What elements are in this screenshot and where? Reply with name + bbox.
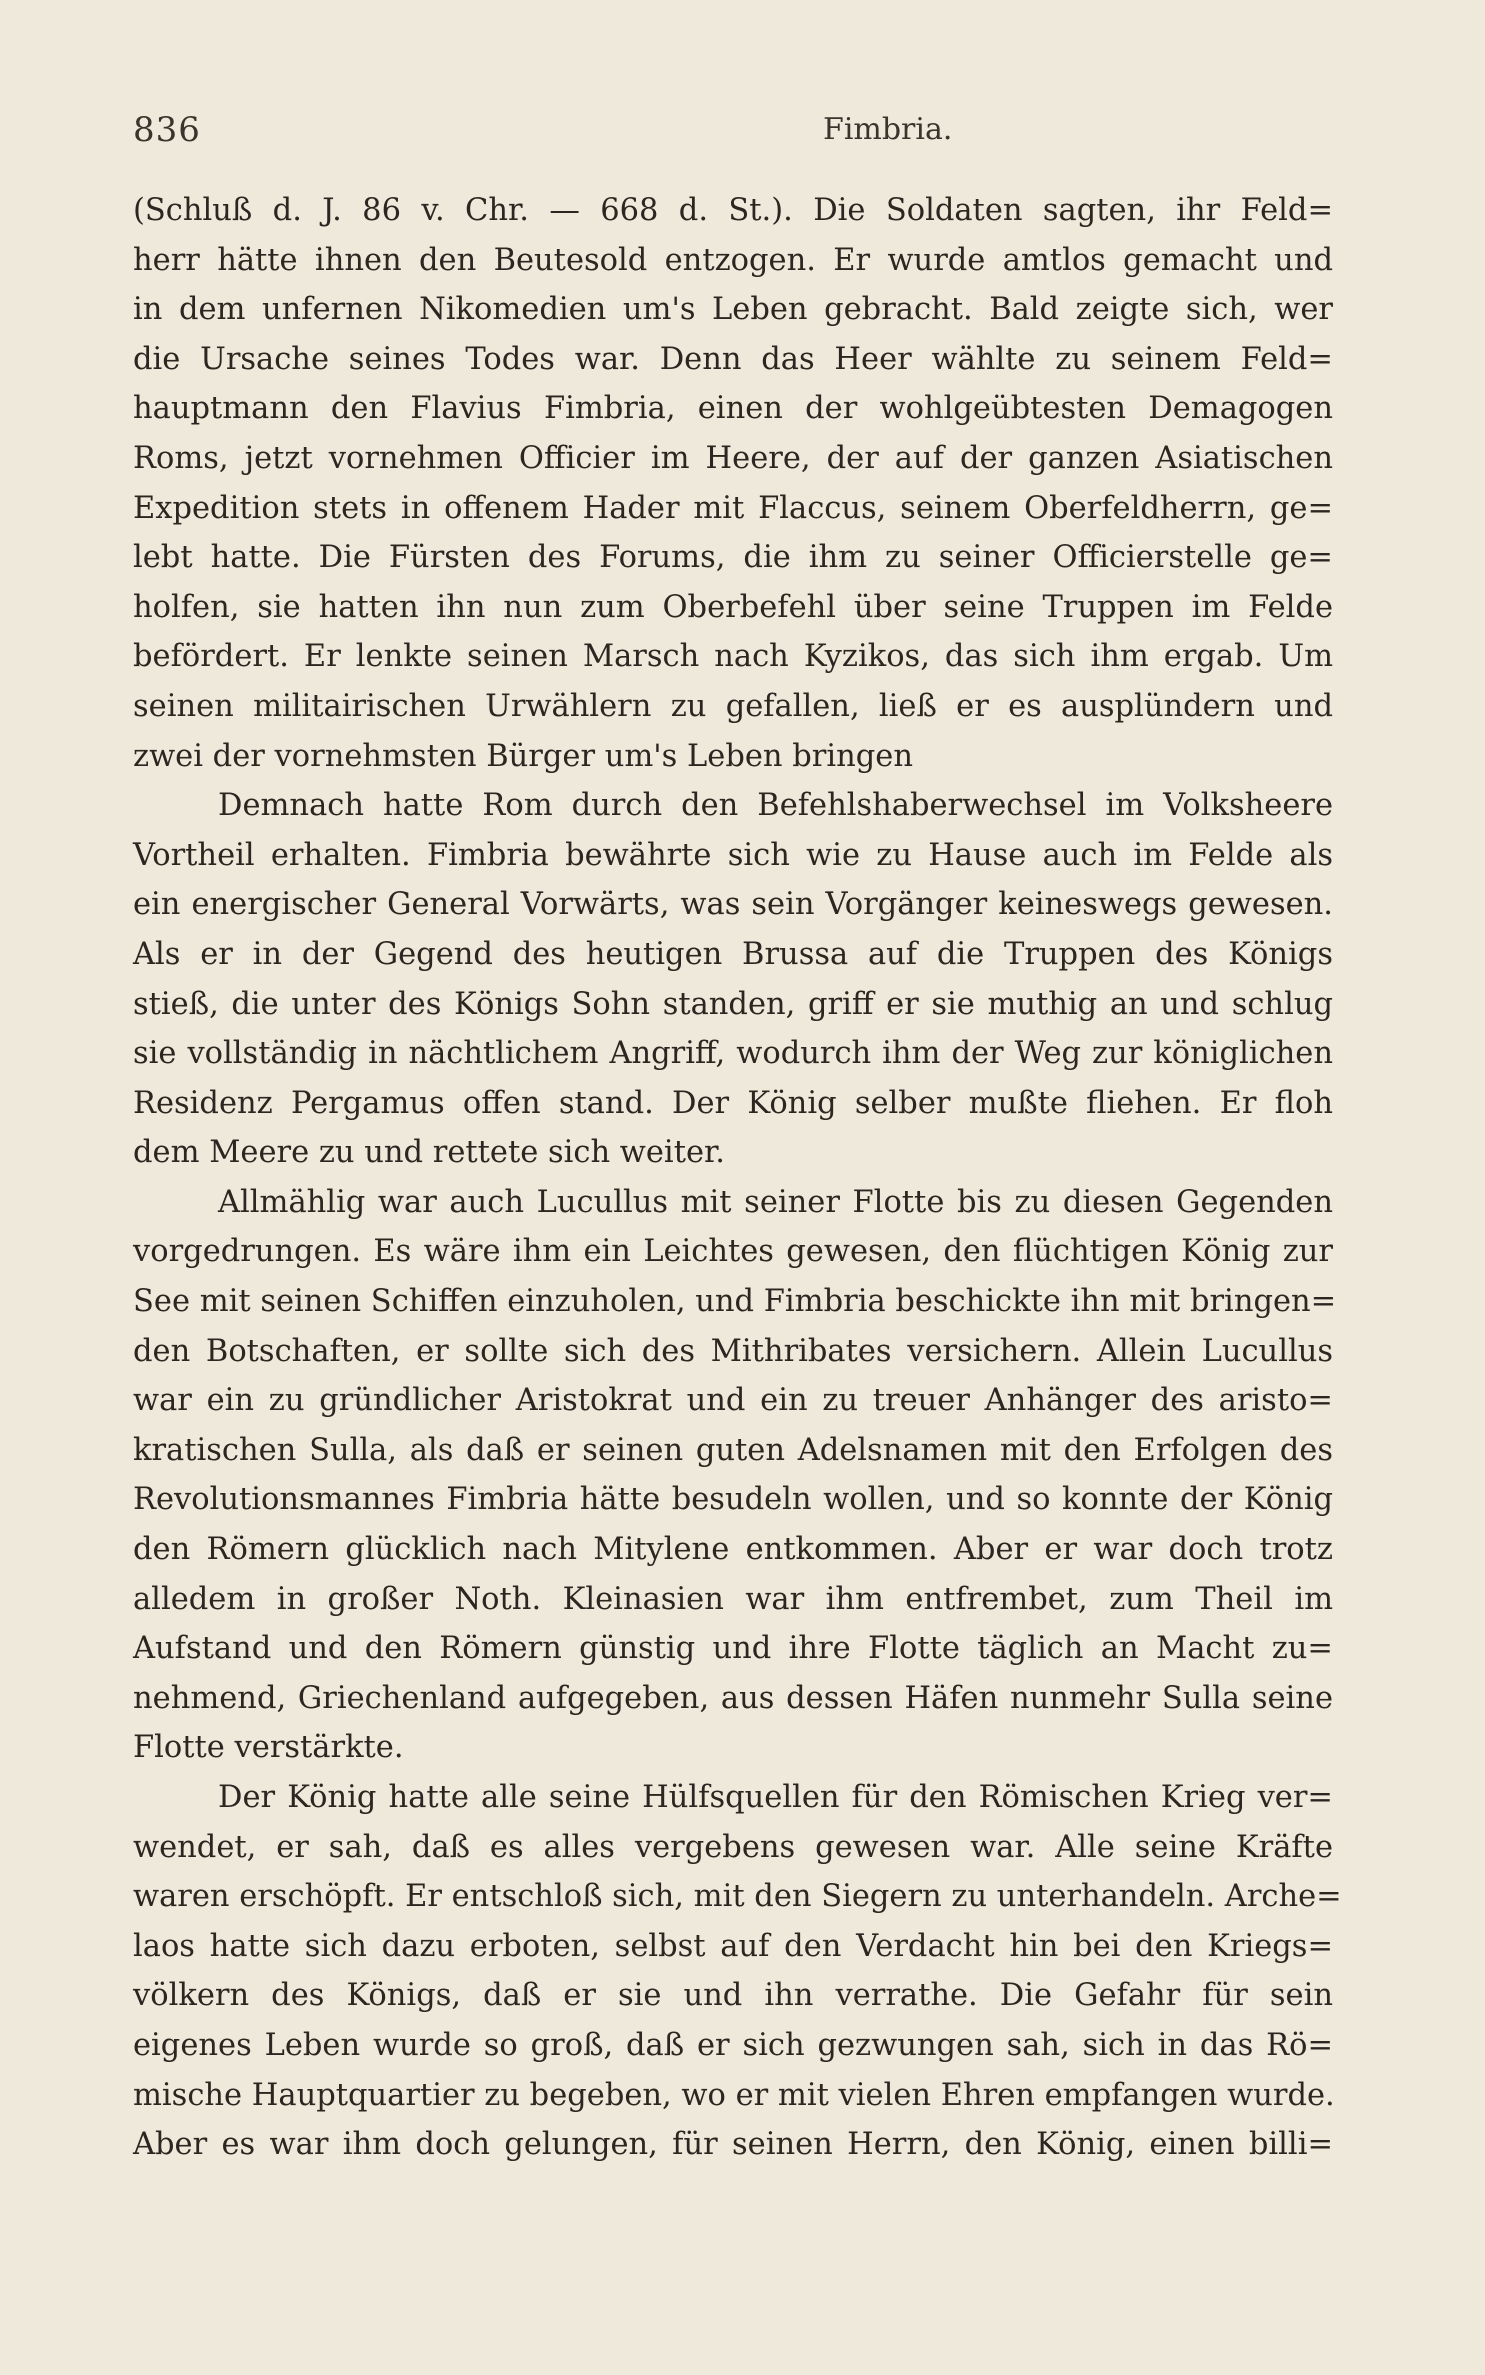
text-line: war ein zu gründlicher Aristokrat und ein zu treuer Anhänger des aristo=	[133, 1383, 1333, 1419]
page-number: 836	[133, 110, 201, 150]
text-line: waren erschöpft. Er entschloß sich, mit den Siegern zu unterhandeln. Arche=	[133, 1879, 1342, 1915]
text-line: stieß, die unter des Königs Sohn standen, griff er sie muthig an und schlug	[133, 986, 1333, 1022]
text-line: nehmend, Griechenland aufgegeben, aus dessen Häfen nunmehr Sulla seine	[133, 1680, 1333, 1716]
text-line: sie vollständig in nächtlichem Angriff, wodurch ihm der Weg zur königlichen	[133, 1036, 1333, 1072]
text-line: völkern des Königs, daß er sie und ihn verrathe. Die Gefahr für sein	[133, 1978, 1333, 2014]
text-line: Vortheil erhalten. Fimbria bewährte sich wie zu Hause auch im Felde als	[133, 837, 1333, 873]
text-line: die Ursache seines Todes war. Denn das Heer wählte zu seinem Feld=	[133, 341, 1333, 377]
paragraph-start-line: Der König hatte alle seine Hülfsquellen für den Römischen Krieg ver=	[218, 1780, 1333, 1815]
running-title: Fimbria.	[823, 112, 953, 147]
text-line: (Schluß d. J. 86 v. Chr. — 668 d. St.). Die Soldaten sagten, ihr Feld=	[133, 193, 1333, 228]
text-line: eigenes Leben wurde so groß, daß er sich gezwungen sah, sich in das Rö=	[133, 2027, 1333, 2063]
text-line: Revolutionsmannes Fimbria hätte besudeln wollen, und so konnte der König	[133, 1482, 1333, 1518]
text-line: seinen militairischen Urwählern zu gefallen, ließ er es ausplündern und	[133, 688, 1333, 724]
text-line: Residenz Pergamus offen stand. Der König selber mußte fliehen. Er floh	[133, 1085, 1333, 1121]
text-line: dem Meere zu und rettete sich weiter.	[133, 1135, 725, 1171]
text-line: Flotte verstärkte.	[133, 1730, 404, 1766]
text-line: in dem unfernen Nikomedien um's Leben gebracht. Bald zeigte sich, wer	[133, 292, 1333, 328]
text-line: See mit seinen Schiffen einzuholen, und Fimbria beschickte ihn mit bringen=	[133, 1284, 1337, 1320]
text-line: ein energischer General Vorwärts, was sein Vorgänger keineswegs gewesen.	[133, 887, 1333, 923]
text-line: mische Hauptquartier zu begeben, wo er mit vielen Ehren empfangen wurde.	[133, 2077, 1335, 2113]
text-line: Aber es war ihm doch gelungen, für seinen Herrn, den König, einen billi=	[133, 2127, 1333, 2163]
text-line: laos hatte sich dazu erboten, selbst auf den Verdacht hin bei den Kriegs=	[133, 1928, 1333, 1964]
page-header	[133, 110, 1333, 160]
text-line: Expedition stets in offenem Hader mit Flaccus, seinem Oberfeldherrn, ge=	[133, 490, 1333, 526]
text-line: holfen, sie hatten ihn nun zum Oberbefehl über seine Truppen im Felde	[133, 589, 1333, 625]
text-line: alledem in großer Noth. Kleinasien war ihm entfrembet, zum Theil im	[133, 1581, 1333, 1617]
paragraph-start-line: Demnach hatte Rom durch den Befehlshaberwechsel im Volksheere	[218, 788, 1333, 824]
text-line: hauptmann den Flavius Fimbria, einen der wohlgeübtesten Demagogen	[133, 391, 1333, 427]
text-line: den Römern glücklich nach Mitylene entkommen. Aber er war doch trotz	[133, 1532, 1333, 1568]
text-line: Aufstand und den Römern günstig und ihre Flotte täglich an Macht zu=	[133, 1631, 1333, 1667]
text-line: wendet, er sah, daß es alles vergebens gewesen war. Alle seine Kräfte	[133, 1829, 1333, 1865]
text-line: vorgedrungen. Es wäre ihm ein Leichtes gewesen, den flüchtigen König zur	[133, 1234, 1333, 1270]
text-line: lebt hatte. Die Fürsten des Forums, die ihm zu seiner Officierstelle ge=	[133, 540, 1333, 576]
text-line: herr hätte ihnen den Beutesold entzogen. Er wurde amtlos gemacht und	[133, 242, 1333, 278]
paragraph-start-line: Allmählig war auch Lucullus mit seiner Flotte bis zu diesen Gegenden	[218, 1184, 1333, 1220]
text-line: den Botschaften, er sollte sich des Mithribates versichern. Allein Lucullus	[133, 1333, 1333, 1369]
body-text	[133, 186, 1342, 2170]
text-line: zwei der vornehmsten Bürger um's Leben bringen	[133, 738, 913, 774]
text-line: Roms, jetzt vornehmen Officier im Heere, der auf der ganzen Asiatischen	[133, 440, 1333, 476]
text-line: befördert. Er lenkte seinen Marsch nach Kyzikos, das sich ihm ergab. Um	[133, 639, 1333, 675]
text-line: Als er in der Gegend des heutigen Brussa auf die Truppen des Königs	[133, 936, 1333, 972]
text-line: kratischen Sulla, als daß er seinen guten Adelsnamen mit den Erfolgen des	[133, 1432, 1333, 1468]
